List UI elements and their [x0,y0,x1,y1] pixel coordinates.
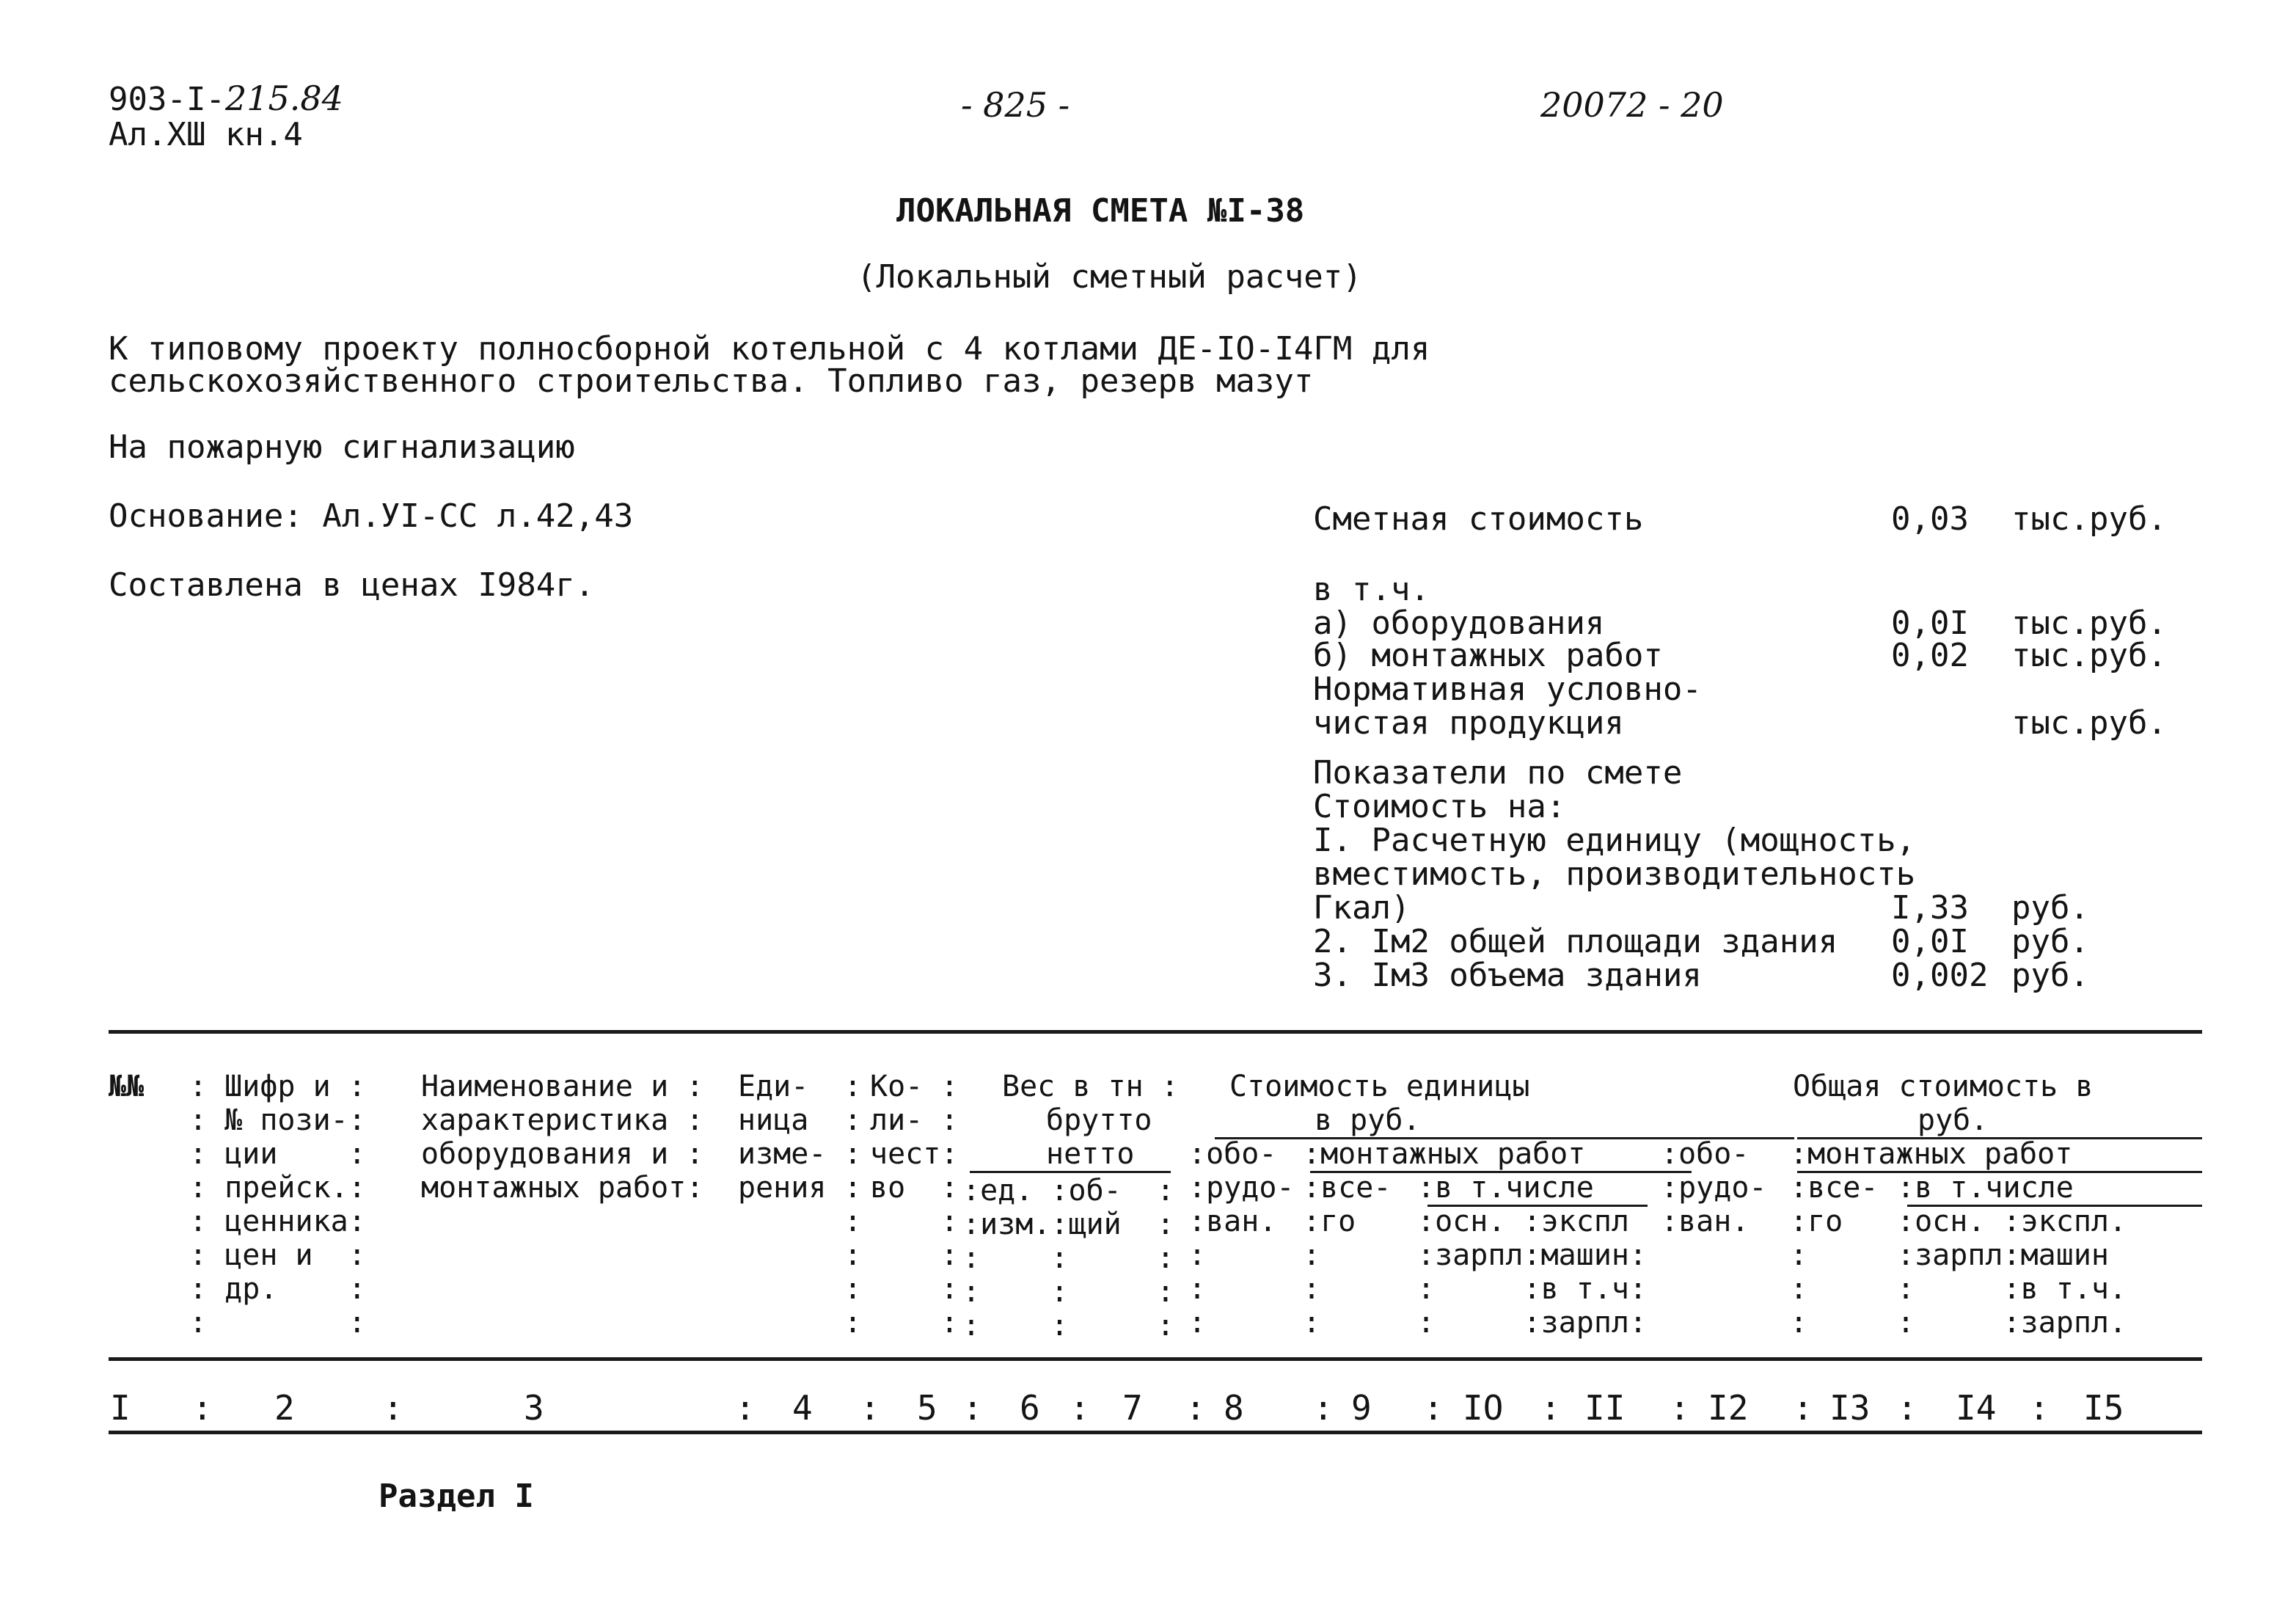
column-separator: : [1793,1388,1813,1428]
column-number: 4 [792,1388,813,1428]
install-value: 0,02 [1891,637,1969,674]
header-total-cost: Общая стоимость в [1793,1070,2094,1103]
column-separator: : [2029,1388,2050,1428]
cost-label: Сметная стоимость [1313,500,1644,538]
cost-per-label: Стоимость на: [1313,788,1566,825]
estimate-subject: На пожарную сигнализацию [109,428,575,466]
column-number: IO [1463,1388,1504,1428]
column-separator: : [1185,1388,1206,1428]
price-base: Составлена в ценах I984г. [109,566,595,604]
page-number: - 825 - [961,85,1070,125]
header-weight-subcols: :ед. :об- : :изм.:щий : : : : : : : : : : [962,1174,1174,1343]
equipment-value: 0,0I [1891,605,1969,642]
column-number: I [110,1388,131,1428]
indicator-1-line-1: I. Расчетную единицу (мощность, [1313,822,1916,859]
header-col-quantity: Ко- : ли- : чест: во : : : : : [870,1070,959,1340]
indicator-3-value: 0,002 [1891,957,1989,994]
table-top-rule [109,1030,2202,1034]
column-number: 3 [524,1388,544,1428]
column-number: 8 [1224,1388,1244,1428]
section-title: Раздел I [379,1478,534,1515]
estimate-subtitle: (Локальный сметный расчет) [857,258,1362,296]
column-number: 7 [1122,1388,1143,1428]
header-weight-netto: нетто [1046,1137,1135,1171]
indicator-1-value: I,33 [1891,889,1969,927]
cost-value: 0,03 [1891,500,1969,538]
indicator-3-unit: руб. [2011,957,2089,994]
column-separator: : [383,1388,403,1428]
indicator-1-unit: руб. [2011,889,2089,927]
project-line-2: сельскохозяйственного строительства. Топливо газ, резерв мазут [109,362,1314,400]
estimate-basis: Основание: Ал.УI-СС л.42,43 [109,497,634,535]
document-code-printed: 903-I- [109,81,225,118]
header-total-install-total: :все- :го : : : [1790,1171,1879,1340]
indicator-2-unit: руб. [2011,923,2089,960]
column-numbers-bottom-rule [109,1431,2202,1434]
column-separator: : [1670,1388,1690,1428]
column-number: I4 [1956,1388,1997,1428]
including-label: в т.ч. [1313,571,1430,608]
column-number: II [1584,1388,1626,1428]
header-col-code: : Шифр и : : № пози-: : ции : : прейск.: : ценника: : цен и : : др. : : : [189,1070,366,1340]
document-number: 20072 - 20 [1540,85,1724,125]
column-separator: : [1897,1388,1917,1428]
album-reference: Ал.ХШ кн.4 [109,116,303,153]
header-col-unit: Еди- : ница : изме- : рения : : : : : [738,1070,862,1340]
column-separator: : [1313,1388,1334,1428]
indicator-1-line-3: Гкал) [1313,889,1411,927]
column-number: 9 [1351,1388,1372,1428]
indicator-3-label: 3. Iм3 объема здания [1313,957,1702,994]
install-unit: тыс.руб. [2011,637,2167,674]
column-number: I2 [1708,1388,1749,1428]
normative-line-2: чистая продукция [1313,704,1624,742]
document-code [109,78,343,118]
header-unit-installation: :монтажных работ [1303,1137,1586,1171]
header-unit-cost-rub: в руб. [1315,1103,1421,1137]
header-unit-cost: Стоимость единицы [1229,1070,1530,1103]
column-separator: : [192,1388,213,1428]
estimate-title: ЛОКАЛЬНАЯ СМЕТА №I-38 [896,192,1305,230]
header-total-install-incl: :в т.числе [1897,1171,2074,1205]
install-label: б) монтажных работ [1313,637,1663,674]
indicator-2-value: 0,0I [1891,923,1969,960]
column-separator: : [962,1388,983,1428]
indicator-2-label: 2. Iм2 общей площади здания [1313,923,1838,960]
normative-unit: тыс.руб. [2011,704,2167,742]
header-total-install-subcols: :осн. :экспл. :зарпл:машин : :в т.ч. : :зарпл. [1897,1205,2127,1340]
column-numbers-row [0,1390,2296,1426]
column-separator: : [1540,1388,1561,1428]
header-col-weight: Вес в тн : [1002,1070,1179,1103]
header-col-number: №№ [109,1070,145,1103]
column-number: 6 [1020,1388,1040,1428]
header-unit-install-total: :все- :го : : : [1303,1171,1392,1340]
table-header-bottom-rule [109,1357,2202,1361]
header-unit-install-subcols: :осн. :экспл :зарпл:машин: : :в т.ч: : :зарпл: [1417,1205,1648,1340]
header-unit-install-incl: :в т.числе [1417,1171,1594,1205]
column-number: 2 [274,1388,295,1428]
header-total-installation: :монтажных работ [1790,1137,2073,1171]
normative-line-1: Нормативная условно- [1313,671,1702,708]
equipment-unit: тыс.руб. [2011,605,2167,642]
header-weight-brutto: брутто [1046,1103,1152,1137]
column-number: I3 [1829,1388,1871,1428]
header-total-cost-rub: руб. [1917,1103,1989,1137]
weight-netto-rule [970,1171,1171,1173]
column-separator: : [735,1388,756,1428]
column-separator: : [1423,1388,1444,1428]
column-separator: : [1070,1388,1090,1428]
column-number: 5 [917,1388,937,1428]
header-col-name: Наименование и : характеристика : оборудования и : монтажных работ: [421,1070,704,1205]
indicators-title: Показатели по смете [1313,754,1683,792]
equipment-label: а) оборудования [1313,605,1605,642]
header-total-equipment: :обо- :рудо- :ван. [1661,1137,1767,1238]
column-number: I5 [2083,1388,2124,1428]
document-code-handwritten: 215.84 [224,78,343,118]
project-line-1: К типовому проекту полносборной котельной с 4 котлами ДЕ-IO-I4ГМ для [109,330,1430,368]
cost-unit: тыс.руб. [2011,500,2167,538]
header-unit-equipment: :обо- :рудо- :ван. : : : [1188,1137,1295,1340]
column-separator: : [860,1388,880,1428]
indicator-1-line-2: вместимость, производительность [1313,855,1916,893]
